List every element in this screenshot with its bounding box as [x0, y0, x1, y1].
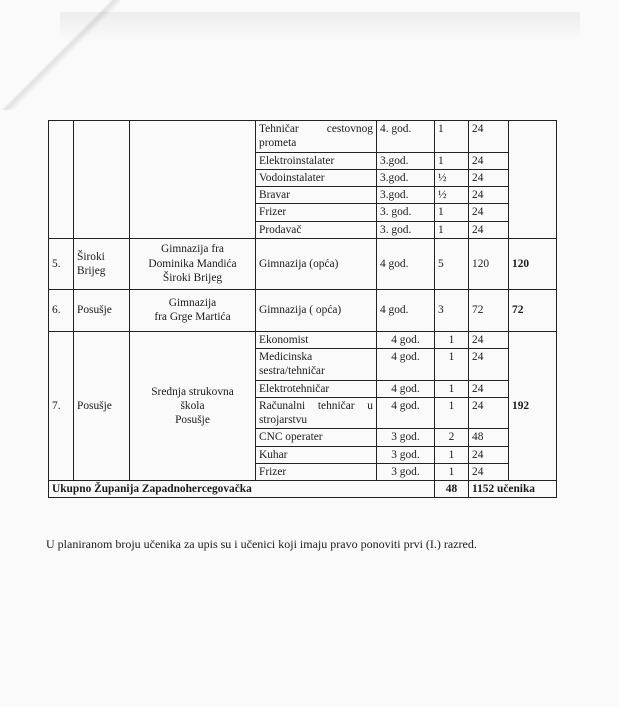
- classes-cell: 1: [435, 204, 469, 221]
- classes-cell: 2: [435, 429, 469, 446]
- duration-cell: 3.god.: [377, 187, 435, 204]
- duration-cell: 3 god.: [377, 463, 435, 480]
- number-cell: 7.: [49, 331, 74, 480]
- enrollment-table: [48, 120, 557, 498]
- total-cell: 192: [509, 331, 557, 480]
- students-cell: 24: [469, 463, 509, 480]
- city-cell: Posušje: [74, 331, 130, 480]
- total-cell: 120: [509, 238, 557, 289]
- students-cell: 48: [469, 429, 509, 446]
- students-cell: 24: [469, 121, 509, 153]
- duration-cell: 3.god.: [377, 152, 435, 169]
- duration-cell: 3. god.: [377, 204, 435, 221]
- duration-cell: 4 god.: [377, 331, 435, 348]
- classes-cell: 1: [435, 331, 469, 348]
- duration-cell: 4 god.: [377, 380, 435, 397]
- program-cell: Frizer: [256, 463, 377, 480]
- classes-cell: 3: [435, 289, 469, 331]
- program-cell: Vodoinstalater: [256, 169, 377, 186]
- table-row: [49, 121, 557, 153]
- classes-cell: ½: [435, 169, 469, 186]
- number-cell: [49, 121, 74, 239]
- students-cell: 24: [469, 187, 509, 204]
- students-cell: 24: [469, 331, 509, 348]
- students-cell: 72: [469, 289, 509, 331]
- duration-cell: 4. god.: [377, 121, 435, 153]
- classes-cell: 1: [435, 397, 469, 429]
- city-cell: Posušje: [74, 289, 130, 331]
- students-cell: 120: [469, 238, 509, 289]
- program-cell: CNC operater: [256, 429, 377, 446]
- duration-cell: 4 god.: [377, 289, 435, 331]
- classes-cell: 1: [435, 380, 469, 397]
- program-cell: Kuhar: [256, 446, 377, 463]
- duration-cell: 3 god.: [377, 446, 435, 463]
- duration-cell: 4 god.: [377, 349, 435, 381]
- students-cell: 24: [469, 204, 509, 221]
- classes-cell: 1: [435, 446, 469, 463]
- program-cell: Tehničar cestovnog prometa: [256, 121, 377, 153]
- program-cell: Bravar: [256, 187, 377, 204]
- students-cell: 24: [469, 380, 509, 397]
- city-cell: [74, 121, 130, 239]
- total-label: Ukupno Županija Zapadnohercegovačka: [49, 481, 435, 498]
- total-students: 1152 učenika: [469, 481, 557, 498]
- classes-cell: 5: [435, 238, 469, 289]
- duration-cell: 3. god.: [377, 221, 435, 238]
- total-row: [49, 481, 557, 498]
- footnote: U planiranom broju učenika za upis su i učenici koji imaju pravo ponoviti prvi (I.) razred.: [46, 537, 477, 551]
- students-cell: 24: [469, 221, 509, 238]
- program-cell: Računalni tehničar u strojarstvu: [256, 397, 377, 429]
- table-row: [49, 238, 557, 289]
- duration-cell: 4 god.: [377, 397, 435, 429]
- students-cell: 24: [469, 169, 509, 186]
- classes-cell: 1: [435, 463, 469, 480]
- duration-cell: 3.god.: [377, 169, 435, 186]
- classes-cell: ½: [435, 187, 469, 204]
- students-cell: 24: [469, 397, 509, 429]
- classes-cell: 1: [435, 152, 469, 169]
- school-cell: Gimnazija fra Dominika Mandića Široki Brijeg: [130, 238, 256, 289]
- city-cell: Široki Brijeg: [74, 238, 130, 289]
- classes-cell: 1: [435, 121, 469, 153]
- total-cell: [509, 121, 557, 239]
- classes-cell: 1: [435, 349, 469, 381]
- duration-cell: 4 god.: [377, 238, 435, 289]
- number-cell: 6.: [49, 289, 74, 331]
- number-cell: 5.: [49, 238, 74, 289]
- program-cell: Prodavač: [256, 221, 377, 238]
- classes-cell: 1: [435, 221, 469, 238]
- students-cell: 24: [469, 152, 509, 169]
- program-cell: Elektroinstalater: [256, 152, 377, 169]
- table-row: [49, 331, 557, 348]
- total-cell: 72: [509, 289, 557, 331]
- table-row: [49, 289, 557, 331]
- total-classes: 48: [435, 481, 469, 498]
- duration-cell: 3 god.: [377, 429, 435, 446]
- program-cell: Ekonomist: [256, 331, 377, 348]
- students-cell: 24: [469, 446, 509, 463]
- school-cell: Srednja strukovna škola Posušje: [130, 331, 256, 480]
- school-cell: Gimnazija fra Grge Martića: [130, 289, 256, 331]
- program-cell: Elektrotehničar: [256, 380, 377, 397]
- students-cell: 24: [469, 349, 509, 381]
- program-cell: Medicinska sestra/tehničar: [256, 349, 377, 381]
- school-cell: [130, 121, 256, 239]
- program-cell: Frizer: [256, 204, 377, 221]
- program-cell: Gimnazija (opća): [256, 238, 377, 289]
- page-top-shadow: [60, 12, 580, 42]
- program-cell: Gimnazija ( opća): [256, 289, 377, 331]
